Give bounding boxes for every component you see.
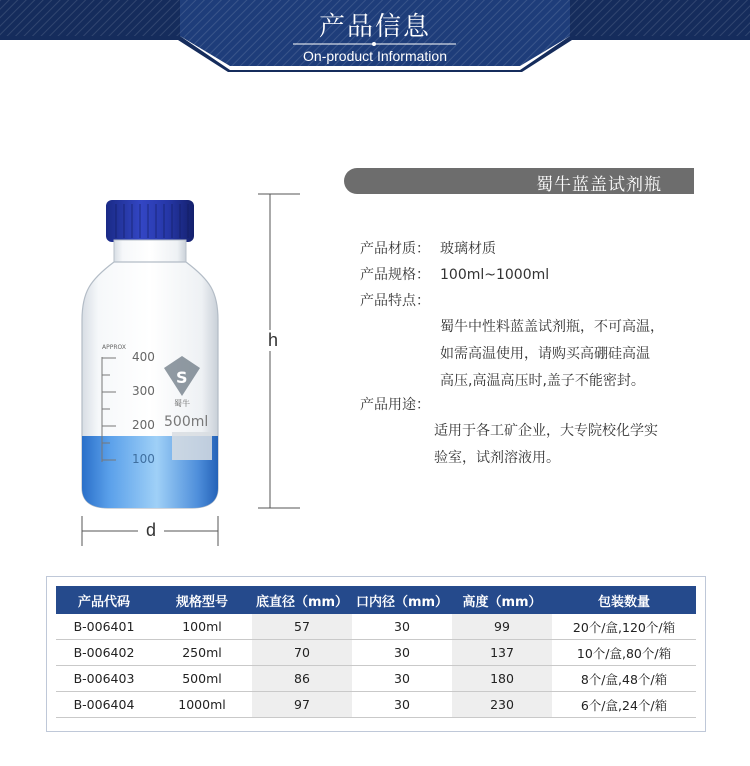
cell-code: B-006403 [56, 666, 152, 692]
table-row [56, 640, 696, 666]
spec-features-label: 产品特点： [360, 293, 430, 309]
banner-subtitle: On-product Information [303, 48, 447, 64]
header-mouth-diameter: 口内径（mm） [355, 594, 449, 610]
cell-packaging: 20个/盒,120个/箱 [552, 614, 696, 640]
header-spec: 规格型号 [175, 594, 228, 610]
header-base-diameter: 底直径（mm） [255, 594, 349, 610]
spec-usage-label: 产品用途： [360, 397, 430, 413]
banner-title: 产品信息 [318, 12, 431, 42]
cell-mouth-diameter: 30 [352, 614, 452, 640]
usage-line: 适用于各工矿企业，大专院校化学实 [434, 423, 658, 439]
cell-packaging: 10个/盒,80个/箱 [552, 640, 696, 666]
cell-spec: 500ml [152, 666, 252, 692]
bottle-brand-label: 蜀牛 [174, 399, 190, 408]
usage-line: 验室，试剂溶液用。 [434, 450, 560, 466]
product-image [60, 180, 310, 570]
bottle-approx-label: APPROX [102, 344, 126, 351]
cell-spec: 250ml [152, 640, 252, 666]
cell-height: 137 [452, 640, 552, 666]
graduation-300: 300 [132, 384, 155, 398]
features-line: 高压,高温高压时,盖子不能密封。 [440, 373, 645, 389]
header-packaging: 包装数量 [597, 594, 650, 610]
product-name-bar [344, 168, 694, 194]
dimension-d-label: d [146, 520, 157, 540]
table-row [56, 692, 696, 718]
bottle-volume-label: 500ml [164, 414, 209, 430]
header-code: 产品代码 [77, 594, 130, 610]
spec-table [56, 586, 696, 718]
cell-base-diameter: 97 [252, 692, 352, 718]
table-header-row [56, 586, 696, 614]
cell-base-diameter: 70 [252, 640, 352, 666]
spec-features-text [440, 314, 664, 395]
header-height: 高度（mm） [462, 594, 542, 610]
cell-height: 230 [452, 692, 552, 718]
table-row [56, 666, 696, 692]
cell-code: B-006401 [56, 614, 152, 640]
cell-base-diameter: 57 [252, 614, 352, 640]
cell-code: B-006404 [56, 692, 152, 718]
cell-mouth-diameter: 30 [352, 640, 452, 666]
cell-spec: 100ml [152, 614, 252, 640]
cell-mouth-diameter: 30 [352, 692, 452, 718]
dimension-lines [60, 180, 310, 570]
cell-code: B-006402 [56, 640, 152, 666]
graduation-200: 200 [132, 418, 155, 432]
cell-height: 180 [452, 666, 552, 692]
spec-material-label: 产品材质： [360, 241, 430, 257]
table-row [56, 614, 696, 640]
features-line: 蜀牛中性料蓝盖试剂瓶，不可高温， [440, 319, 664, 335]
header-banner [0, 0, 750, 72]
cell-base-diameter: 86 [252, 666, 352, 692]
graduation-100: 100 [132, 452, 155, 466]
cell-packaging: 6个/盒,24个/箱 [552, 692, 696, 718]
dimension-h-label: h [268, 330, 279, 350]
features-line: 如需高温使用，请购买高硼硅高温 [440, 346, 650, 362]
spec-usage-text [434, 418, 658, 472]
spec-material-value: 玻璃材质 [440, 241, 496, 257]
cell-height: 99 [452, 614, 552, 640]
cell-mouth-diameter: 30 [352, 666, 452, 692]
graduation-400: 400 [132, 350, 155, 364]
product-name: 蜀牛蓝盖试剂瓶 [536, 175, 662, 195]
cell-spec: 1000ml [152, 692, 252, 718]
svg-text:S: S [176, 368, 188, 387]
spec-size-label: 产品规格： [360, 267, 430, 283]
cell-packaging: 8个/盒,48个/箱 [552, 666, 696, 692]
spec-size-value: 100ml~1000ml [440, 267, 550, 283]
